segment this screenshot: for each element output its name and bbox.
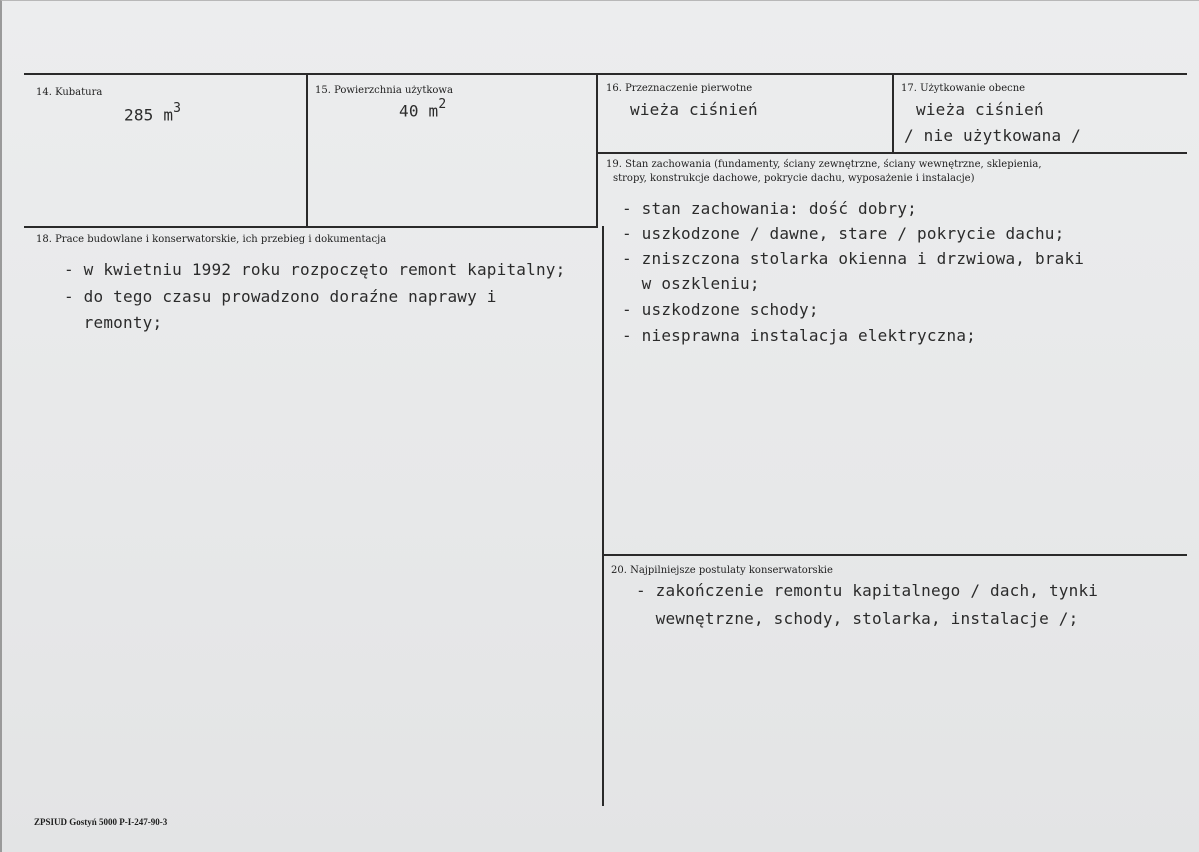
divider-14-15 — [306, 74, 308, 226]
postulaty-line: wewnętrzne, schody, stolarka, instalacje /; — [636, 609, 1079, 628]
uzytkowanie-label: 17. Użytkowanie obecne — [901, 83, 1026, 94]
divider-15-16 — [596, 74, 598, 226]
stan-line: w oszkleniu; — [622, 274, 760, 293]
powierzchnia-number: 40 m — [399, 101, 439, 121]
rule-under-14-15 — [24, 226, 598, 228]
przeznaczenie-value: wieża ciśnień — [630, 100, 758, 119]
stan-line: - uszkodzone schody; — [622, 300, 819, 319]
kubatura-unit-exponent: 3 — [173, 101, 182, 116]
uzytkowanie-line: / nie użytkowana / — [904, 126, 1081, 145]
kubatura-label: 14. Kubatura — [36, 87, 103, 98]
przeznaczenie-label: 16. Przeznaczenie pierwotne — [606, 83, 753, 94]
powierzchnia-label: 15. Powierzchnia użytkowa — [315, 85, 453, 96]
powierzchnia-value — [399, 99, 446, 120]
top-rule — [24, 73, 1187, 75]
divider-left-right — [602, 226, 604, 806]
kubatura-number: 285 m — [124, 105, 174, 125]
prace-line: - do tego czasu prowadzono doraźne naprawy i — [64, 287, 497, 306]
stan-line: - uszkodzone / dawne, stare / pokrycie dachu; — [622, 224, 1065, 243]
stan-line: - stan zachowania: dość dobry; — [622, 199, 917, 218]
prace-label: 18. Prace budowlane i konserwatorskie, ich przebieg i dokumentacja — [36, 234, 387, 245]
kubatura-value — [124, 103, 181, 124]
prace-line: - w kwietniu 1992 roku rozpoczęto remont kapitalny; — [64, 260, 566, 279]
uzytkowanie-line: wieża ciśnień — [916, 100, 1044, 119]
prace-line: remonty; — [64, 313, 163, 332]
print-code: ZPSIUD Gostyń 5000 P-I-247-90-3 — [34, 817, 168, 827]
stan-line: - niesprawna instalacja elektryczna; — [622, 326, 976, 345]
rule-under-16-17 — [597, 152, 1187, 154]
divider-16-17 — [892, 74, 894, 153]
stan-label-line: stropy, konstrukcje dachowe, pokrycie dachu, wyposażenie i instalacje) — [613, 173, 975, 184]
powierzchnia-unit-exponent: 2 — [438, 97, 447, 112]
stan-line: - zniszczona stolarka okienna i drzwiowa, braki — [622, 249, 1085, 268]
postulaty-label: 20. Najpilniejsze postulaty konserwatorskie — [611, 565, 833, 576]
stan-label-line: 19. Stan zachowania (fundamenty, ściany zewnętrzne, ściany wewnętrzne, sklepienia, — [606, 159, 1042, 170]
postulaty-line: - zakończenie remontu kapitalnego / dach, tynki — [636, 581, 1099, 600]
rule-above-20 — [603, 554, 1187, 556]
